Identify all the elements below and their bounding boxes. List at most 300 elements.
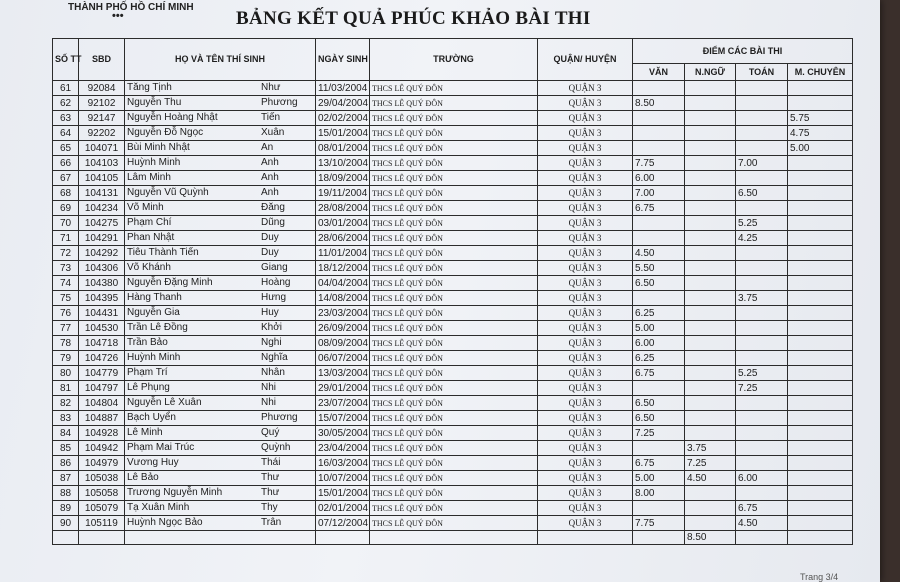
sbd-cell: 104979	[79, 456, 125, 471]
table-row	[53, 216, 853, 231]
stt-cell: 89	[53, 501, 79, 516]
last-name: Tăng Tịnh	[127, 82, 172, 93]
page-number: Trang 3/4	[800, 572, 839, 582]
name-cell	[125, 396, 316, 411]
dob-cell: 18/09/2004	[316, 171, 370, 186]
last-name: Nguyễn Hoàng Nhật	[127, 112, 218, 123]
name-cell	[125, 426, 316, 441]
school-cell: THCS LÊ QUÝ ĐÔN	[370, 291, 538, 306]
mchuyen-score-cell	[788, 96, 853, 111]
dob-cell: 23/07/2004	[316, 396, 370, 411]
mchuyen-score-cell	[788, 351, 853, 366]
school-cell: THCS LÊ QUÝ ĐÔN	[370, 321, 538, 336]
school-cell: THCS LÊ QUÝ ĐÔN	[370, 276, 538, 291]
mchuyen-score-cell	[788, 321, 853, 336]
district-cell: QUẬN 3	[538, 126, 633, 141]
toan-score-cell	[736, 411, 788, 426]
name-cell	[125, 126, 316, 141]
table-row	[53, 531, 853, 545]
nngu-score-cell	[685, 141, 736, 156]
last-name: Lê Minh	[127, 427, 163, 438]
last-name: Huỳnh Minh	[127, 352, 181, 363]
first-name: Trân	[261, 517, 282, 528]
stt-cell: 69	[53, 201, 79, 216]
last-name: Nguyễn Đỗ Ngọc	[127, 127, 204, 138]
last-name: Võ Minh	[127, 202, 164, 213]
nngu-score-cell	[685, 366, 736, 381]
dob-cell: 11/01/2004	[316, 246, 370, 261]
dob-cell: 10/07/2004	[316, 471, 370, 486]
school-cell: THCS LÊ QUÝ ĐÔN	[370, 96, 538, 111]
district-cell: QUẬN 3	[538, 396, 633, 411]
mchuyen-score-cell	[788, 441, 853, 456]
dob-cell: 08/01/2004	[316, 141, 370, 156]
last-name: Huỳnh Minh	[127, 157, 181, 168]
name-cell	[125, 171, 316, 186]
sbd-cell: 104928	[79, 426, 125, 441]
van-score-cell: 8.00	[633, 486, 685, 501]
sbd-cell: 92102	[79, 96, 125, 111]
last-name: Bùi Minh Nhật	[127, 142, 190, 153]
nngu-score-cell: 4.50	[685, 471, 736, 486]
toan-score-cell	[736, 426, 788, 441]
toan-score-cell	[736, 456, 788, 471]
van-score-cell	[633, 231, 685, 246]
last-name: Lâm Minh	[127, 172, 171, 183]
nngu-score-cell: 3.75	[685, 441, 736, 456]
van-score-cell: 6.75	[633, 456, 685, 471]
mchuyen-score-cell	[788, 366, 853, 381]
name-cell	[125, 381, 316, 396]
toan-score-cell	[736, 441, 788, 456]
district-cell: QUẬN 3	[538, 366, 633, 381]
van-score-cell: 7.75	[633, 516, 685, 531]
stt-cell: 64	[53, 126, 79, 141]
van-score-cell: 6.75	[633, 366, 685, 381]
toan-score-cell	[736, 81, 788, 96]
district-cell: QUẬN 3	[538, 156, 633, 171]
col-toan-header: TOÁN	[736, 64, 788, 81]
dob-cell: 19/11/2004	[316, 186, 370, 201]
toan-score-cell: 4.50	[736, 516, 788, 531]
stt-cell: 79	[53, 351, 79, 366]
organization-name: THÀNH PHỐ HỒ CHÍ MINH	[68, 2, 194, 13]
sbd-cell: 104779	[79, 366, 125, 381]
empty-cell	[316, 531, 370, 545]
school-cell: THCS LÊ QUÝ ĐÔN	[370, 396, 538, 411]
stt-cell: 72	[53, 246, 79, 261]
stt-cell: 80	[53, 366, 79, 381]
mchuyen-score-cell	[788, 201, 853, 216]
van-score-cell: 6.25	[633, 351, 685, 366]
district-cell: QUẬN 3	[538, 186, 633, 201]
stt-cell: 63	[53, 111, 79, 126]
table-row	[53, 321, 853, 336]
school-cell: THCS LÊ QUÝ ĐÔN	[370, 426, 538, 441]
stt-cell: 70	[53, 216, 79, 231]
dob-cell: 15/01/2004	[316, 486, 370, 501]
stt-cell: 88	[53, 486, 79, 501]
mchuyen-score-cell	[788, 381, 853, 396]
nngu-score-cell	[685, 396, 736, 411]
school-cell: THCS LÊ QUÝ ĐÔN	[370, 441, 538, 456]
last-name: Phạm Trí	[127, 367, 168, 378]
sbd-cell: 104887	[79, 411, 125, 426]
name-cell	[125, 456, 316, 471]
nngu-score-cell	[685, 216, 736, 231]
table-row	[53, 156, 853, 171]
table-row	[53, 426, 853, 441]
sbd-cell: 104726	[79, 351, 125, 366]
col-district-header: QUẬN/ HUYỆN	[538, 39, 633, 81]
stt-cell: 77	[53, 321, 79, 336]
col-stt-header: SỐ TT	[53, 39, 79, 81]
mchuyen-score-cell: 5.00	[788, 141, 853, 156]
district-cell: QUẬN 3	[538, 141, 633, 156]
name-cell	[125, 291, 316, 306]
mchuyen-score-cell	[788, 471, 853, 486]
dob-cell: 14/08/2004	[316, 291, 370, 306]
school-cell: THCS LÊ QUÝ ĐÔN	[370, 306, 538, 321]
mchuyen-score-cell	[788, 306, 853, 321]
school-cell: THCS LÊ QUÝ ĐÔN	[370, 171, 538, 186]
sbd-cell: 104103	[79, 156, 125, 171]
sbd-cell: 104530	[79, 321, 125, 336]
col-mchuyen-header: M. CHUYÊN	[788, 64, 853, 81]
first-name: Khởi	[261, 322, 283, 333]
last-name: Nguyễn Thu	[127, 97, 182, 108]
district-cell: QUẬN 3	[538, 231, 633, 246]
nngu-score-cell	[685, 276, 736, 291]
table-row	[53, 126, 853, 141]
mchuyen-score-cell	[788, 291, 853, 306]
first-name: Nhi	[261, 382, 277, 393]
school-cell: THCS LÊ QUÝ ĐÔN	[370, 516, 538, 531]
dob-cell: 04/04/2004	[316, 276, 370, 291]
last-name: Huỳnh Ngọc Bảo	[127, 517, 203, 528]
toan-score-cell	[736, 171, 788, 186]
school-cell: THCS LÊ QUÝ ĐÔN	[370, 471, 538, 486]
stt-cell: 85	[53, 441, 79, 456]
nngu-score-cell	[685, 351, 736, 366]
district-cell: QUẬN 3	[538, 456, 633, 471]
first-name: Anh	[261, 157, 279, 168]
mchuyen-score-cell	[788, 396, 853, 411]
school-cell: THCS LÊ QUÝ ĐÔN	[370, 126, 538, 141]
name-cell	[125, 216, 316, 231]
sbd-cell: 105038	[79, 471, 125, 486]
school-cell: THCS LÊ QUÝ ĐÔN	[370, 141, 538, 156]
table-row	[53, 471, 853, 486]
table-row	[53, 261, 853, 276]
stt-cell: 67	[53, 171, 79, 186]
district-cell: QUẬN 3	[538, 261, 633, 276]
sbd-cell: 104804	[79, 396, 125, 411]
stt-cell: 84	[53, 426, 79, 441]
stt-cell: 83	[53, 411, 79, 426]
table-row	[53, 141, 853, 156]
sbd-cell: 104275	[79, 216, 125, 231]
nngu-score-cell	[685, 501, 736, 516]
table-row	[53, 516, 853, 531]
col-van-header: VĂN	[633, 64, 685, 81]
sbd-cell: 104292	[79, 246, 125, 261]
district-cell: QUẬN 3	[538, 111, 633, 126]
nngu-score-cell	[685, 291, 736, 306]
table-row	[53, 396, 853, 411]
van-score-cell	[633, 381, 685, 396]
dob-cell: 23/04/2004	[316, 441, 370, 456]
van-score-cell: 6.00	[633, 336, 685, 351]
first-name: Nhi	[261, 397, 277, 408]
name-cell	[125, 246, 316, 261]
nngu-score-cell	[685, 246, 736, 261]
dob-cell: 11/03/2004	[316, 81, 370, 96]
last-name: Trần Bảo	[127, 337, 168, 348]
name-cell	[125, 336, 316, 351]
col-sbd-header: SBD	[79, 39, 125, 81]
first-name: An	[261, 142, 274, 153]
table-row	[53, 96, 853, 111]
van-score-cell: 7.25	[633, 426, 685, 441]
district-cell: QUẬN 3	[538, 246, 633, 261]
school-cell: THCS LÊ QUÝ ĐÔN	[370, 186, 538, 201]
sbd-cell: 104105	[79, 171, 125, 186]
table-row	[53, 351, 853, 366]
district-cell: QUẬN 3	[538, 201, 633, 216]
sbd-cell: 92084	[79, 81, 125, 96]
van-score-cell: 6.50	[633, 411, 685, 426]
toan-score-cell	[736, 321, 788, 336]
nngu-score-cell	[685, 171, 736, 186]
dob-cell: 02/02/2004	[316, 111, 370, 126]
first-name: Nhân	[261, 367, 285, 378]
first-name: Anh	[261, 172, 279, 183]
stt-cell: 62	[53, 96, 79, 111]
van-score-cell: 6.75	[633, 201, 685, 216]
mchuyen-score-cell: 4.75	[788, 126, 853, 141]
stt-cell: 90	[53, 516, 79, 531]
stt-cell: 71	[53, 231, 79, 246]
mchuyen-score-cell	[788, 276, 853, 291]
empty-cell	[53, 531, 79, 545]
dob-cell: 07/12/2004	[316, 516, 370, 531]
last-name: Phạm Mai Trúc	[127, 442, 195, 453]
sbd-cell: 104942	[79, 441, 125, 456]
stt-cell: 68	[53, 186, 79, 201]
name-cell	[125, 441, 316, 456]
van-score-cell: 5.00	[633, 321, 685, 336]
name-cell	[125, 471, 316, 486]
nngu-score-cell	[685, 111, 736, 126]
table-row	[53, 381, 853, 396]
name-cell	[125, 276, 316, 291]
last-name: Nguyễn Lê Xuân	[127, 397, 202, 408]
last-name: Bạch Uyển	[127, 412, 176, 423]
sbd-cell: 104131	[79, 186, 125, 201]
empty-cell	[736, 531, 788, 545]
first-name: Thái	[261, 457, 281, 468]
mchuyen-score-cell	[788, 171, 853, 186]
last-name: Trương Nguyễn Minh	[127, 487, 223, 498]
nngu-score-cell	[685, 156, 736, 171]
toan-score-cell	[736, 246, 788, 261]
name-cell	[125, 351, 316, 366]
dob-cell: 18/12/2004	[316, 261, 370, 276]
stt-cell: 74	[53, 276, 79, 291]
sbd-cell: 105119	[79, 516, 125, 531]
dob-cell: 06/07/2004	[316, 351, 370, 366]
nngu-score-cell: 7.25	[685, 456, 736, 471]
van-score-cell: 7.75	[633, 156, 685, 171]
first-name: Huy	[261, 307, 279, 318]
school-cell: THCS LÊ QUÝ ĐÔN	[370, 456, 538, 471]
school-cell: THCS LÊ QUÝ ĐÔN	[370, 411, 538, 426]
toan-score-cell: 6.00	[736, 471, 788, 486]
first-name: Thy	[261, 502, 278, 513]
nngu-score-cell	[685, 201, 736, 216]
stt-cell: 78	[53, 336, 79, 351]
table-row	[53, 306, 853, 321]
dob-cell: 29/04/2004	[316, 96, 370, 111]
school-cell: THCS LÊ QUÝ ĐÔN	[370, 246, 538, 261]
mchuyen-score-cell	[788, 261, 853, 276]
district-cell: QUẬN 3	[538, 216, 633, 231]
school-cell: THCS LÊ QUÝ ĐÔN	[370, 201, 538, 216]
district-cell: QUẬN 3	[538, 381, 633, 396]
toan-score-cell: 4.25	[736, 231, 788, 246]
name-cell	[125, 486, 316, 501]
name-cell	[125, 501, 316, 516]
name-cell	[125, 156, 316, 171]
van-score-cell	[633, 501, 685, 516]
mchuyen-score-cell	[788, 246, 853, 261]
stt-cell: 76	[53, 306, 79, 321]
last-name: Nguyễn Vũ Quỳnh	[127, 187, 209, 198]
results-table	[52, 38, 853, 545]
toan-score-cell	[736, 261, 788, 276]
van-score-cell: 5.00	[633, 471, 685, 486]
toan-score-cell: 7.25	[736, 381, 788, 396]
toan-score-cell: 6.50	[736, 186, 788, 201]
nngu-score-cell	[685, 231, 736, 246]
district-cell: QUẬN 3	[538, 291, 633, 306]
last-name: Hàng Thanh	[127, 292, 182, 303]
mchuyen-score-cell	[788, 216, 853, 231]
table-row	[53, 201, 853, 216]
van-score-cell	[633, 111, 685, 126]
van-score-cell: 6.25	[633, 306, 685, 321]
name-cell	[125, 516, 316, 531]
school-cell: THCS LÊ QUÝ ĐÔN	[370, 366, 538, 381]
sbd-cell: 104797	[79, 381, 125, 396]
sbd-cell: 92147	[79, 111, 125, 126]
name-cell	[125, 366, 316, 381]
first-name: Thư	[261, 472, 280, 483]
first-name: Dũng	[261, 217, 285, 228]
last-name: Võ Khánh	[127, 262, 171, 273]
sbd-cell: 104071	[79, 141, 125, 156]
col-scores-group-header: ĐIỂM CÁC BÀI THI	[633, 39, 853, 64]
table-row	[53, 336, 853, 351]
nngu-score-cell	[685, 186, 736, 201]
van-score-cell: 5.50	[633, 261, 685, 276]
table-row	[53, 291, 853, 306]
first-name: Như	[261, 82, 281, 93]
first-name: Hưng	[261, 292, 287, 303]
mchuyen-score-cell	[788, 501, 853, 516]
school-cell: THCS LÊ QUÝ ĐÔN	[370, 351, 538, 366]
mchuyen-score-cell	[788, 426, 853, 441]
table-row	[53, 486, 853, 501]
district-cell: QUẬN 3	[538, 516, 633, 531]
stt-cell: 66	[53, 156, 79, 171]
stt-cell: 87	[53, 471, 79, 486]
results-body	[53, 81, 853, 545]
name-cell	[125, 306, 316, 321]
school-cell: THCS LÊ QUÝ ĐÔN	[370, 111, 538, 126]
toan-score-cell	[736, 396, 788, 411]
first-name: Tiến	[261, 112, 281, 123]
name-cell	[125, 321, 316, 336]
first-name: Giang	[261, 262, 288, 273]
school-cell: THCS LÊ QUÝ ĐÔN	[370, 501, 538, 516]
name-cell	[125, 261, 316, 276]
first-name: Quỳnh	[261, 442, 291, 453]
sbd-cell: 104718	[79, 336, 125, 351]
district-cell: QUẬN 3	[538, 171, 633, 186]
school-cell: THCS LÊ QUÝ ĐÔN	[370, 381, 538, 396]
last-name: Vương Huy	[127, 457, 179, 468]
van-score-cell	[633, 216, 685, 231]
dob-cell: 26/09/2004	[316, 321, 370, 336]
nngu-score-cell	[685, 81, 736, 96]
district-cell: QUẬN 3	[538, 336, 633, 351]
stt-cell: 81	[53, 381, 79, 396]
van-score-cell: 6.50	[633, 396, 685, 411]
district-cell: QUẬN 3	[538, 321, 633, 336]
mchuyen-score-cell	[788, 231, 853, 246]
nngu-score-cell	[685, 336, 736, 351]
nngu-score-cell	[685, 321, 736, 336]
toan-score-cell: 5.25	[736, 216, 788, 231]
van-score-cell	[633, 141, 685, 156]
sbd-cell: 104234	[79, 201, 125, 216]
table-row	[53, 111, 853, 126]
name-cell	[125, 411, 316, 426]
sbd-cell: 105079	[79, 501, 125, 516]
empty-cell	[370, 531, 538, 545]
van-score-cell	[633, 126, 685, 141]
name-cell	[125, 81, 316, 96]
stt-cell: 73	[53, 261, 79, 276]
mchuyen-score-cell	[788, 336, 853, 351]
nngu-score-cell	[685, 126, 736, 141]
toan-score-cell	[736, 336, 788, 351]
table-row	[53, 366, 853, 381]
district-cell: QUẬN 3	[538, 501, 633, 516]
first-name: Phương	[261, 412, 298, 423]
mchuyen-score-cell	[788, 81, 853, 96]
nngu-score-cell	[685, 306, 736, 321]
district-cell: QUẬN 3	[538, 486, 633, 501]
toan-score-cell	[736, 111, 788, 126]
dob-cell: 23/03/2004	[316, 306, 370, 321]
sbd-cell: 104431	[79, 306, 125, 321]
school-cell: THCS LÊ QUÝ ĐÔN	[370, 336, 538, 351]
van-score-cell: 6.00	[633, 171, 685, 186]
dob-cell: 08/09/2004	[316, 336, 370, 351]
